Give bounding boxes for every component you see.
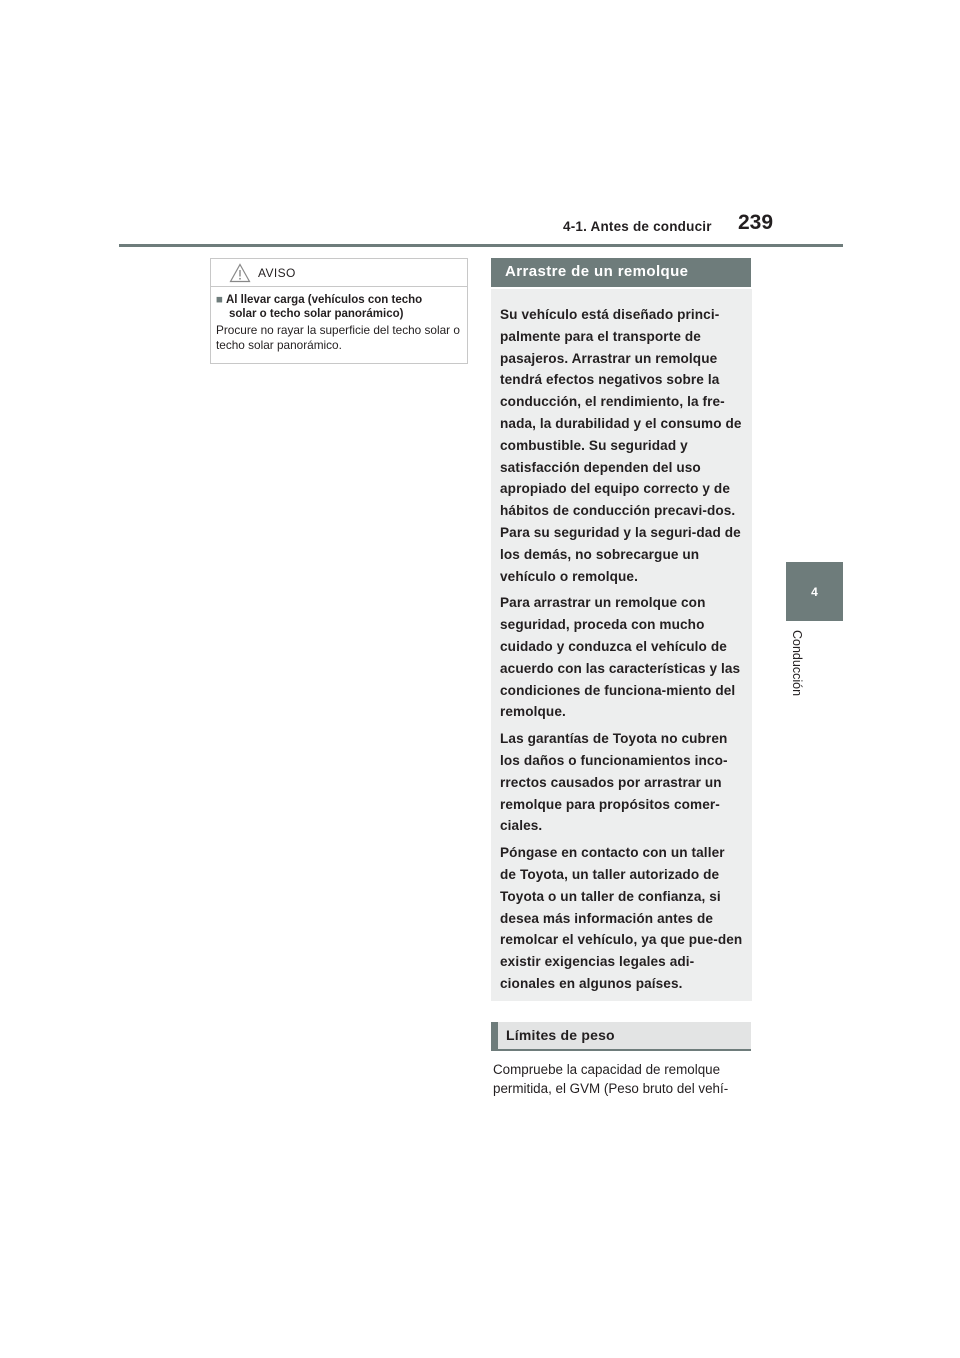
warning-subtitle-line1: Al llevar carga (vehículos con techo: [225, 294, 423, 306]
subsection-body: Compruebe la capacidad de remolque permitida, el GVM (Peso bruto del vehí-: [493, 1062, 729, 1096]
square-bullet-icon: ■: [216, 294, 223, 306]
intro-box: [491, 289, 752, 1001]
warning-box: [210, 258, 468, 364]
intro-paragraph-4: Póngase en contacto con un taller de Toyota, un taller autorizado de Toyota o un taller de confianza, si desea más información antes de remolcar el vehículo, ya que pue-den existir exigencias legales adi-cionales en algunos países.: [500, 845, 743, 991]
intro-paragraph-1: Su vehículo está diseñado princi-palmente para el transporte de pasajeros. Arrastrar un remolque tendrá efectos negativos sobre la conducción, el rendimiento, la fre-nada, la durabilidad y el consumo de combustible. Su seguridad y satisfacción dependen del uso apropiado del equipo correcto y de hábitos de conducción precavi-dos. Para su seguridad y la seguri-dad de los demás, no sobrecargue un vehículo o remolque.: [500, 307, 742, 584]
header-divider: [119, 244, 843, 247]
warning-header: [211, 259, 467, 287]
section-header: 4-1. Antes de conducir: [563, 219, 712, 234]
chapter-number: 4: [811, 584, 818, 599]
chapter-label: Conducción: [790, 630, 804, 697]
warning-triangle-icon: [229, 263, 251, 283]
chapter-tab: [786, 562, 843, 621]
warning-subtitle: [216, 293, 461, 321]
subsection-title: Límites de peso: [491, 1022, 751, 1051]
warning-body: Procure no rayar la superficie del techo solar o techo solar panorámico.: [216, 323, 460, 352]
warning-title: AVISO: [258, 266, 296, 280]
warning-subtitle-line2: solar o techo solar panorámico): [229, 308, 404, 320]
intro-paragraph-2: Para arrastrar un remolque con seguridad, proceda con mucho cuidado y conduzca el vehículo de acuerdo con las características y las condiciones de funciona-miento del remolque.: [500, 595, 741, 720]
page-number: 239: [738, 211, 774, 234]
section-title: Arrastre de un remolque: [491, 258, 751, 287]
intro-paragraph-3: Las garantías de Toyota no cubren los daños o funcionamientos inco-rrectos causados por arrastrar un remolque para propósitos comer-ciales.: [500, 731, 728, 834]
